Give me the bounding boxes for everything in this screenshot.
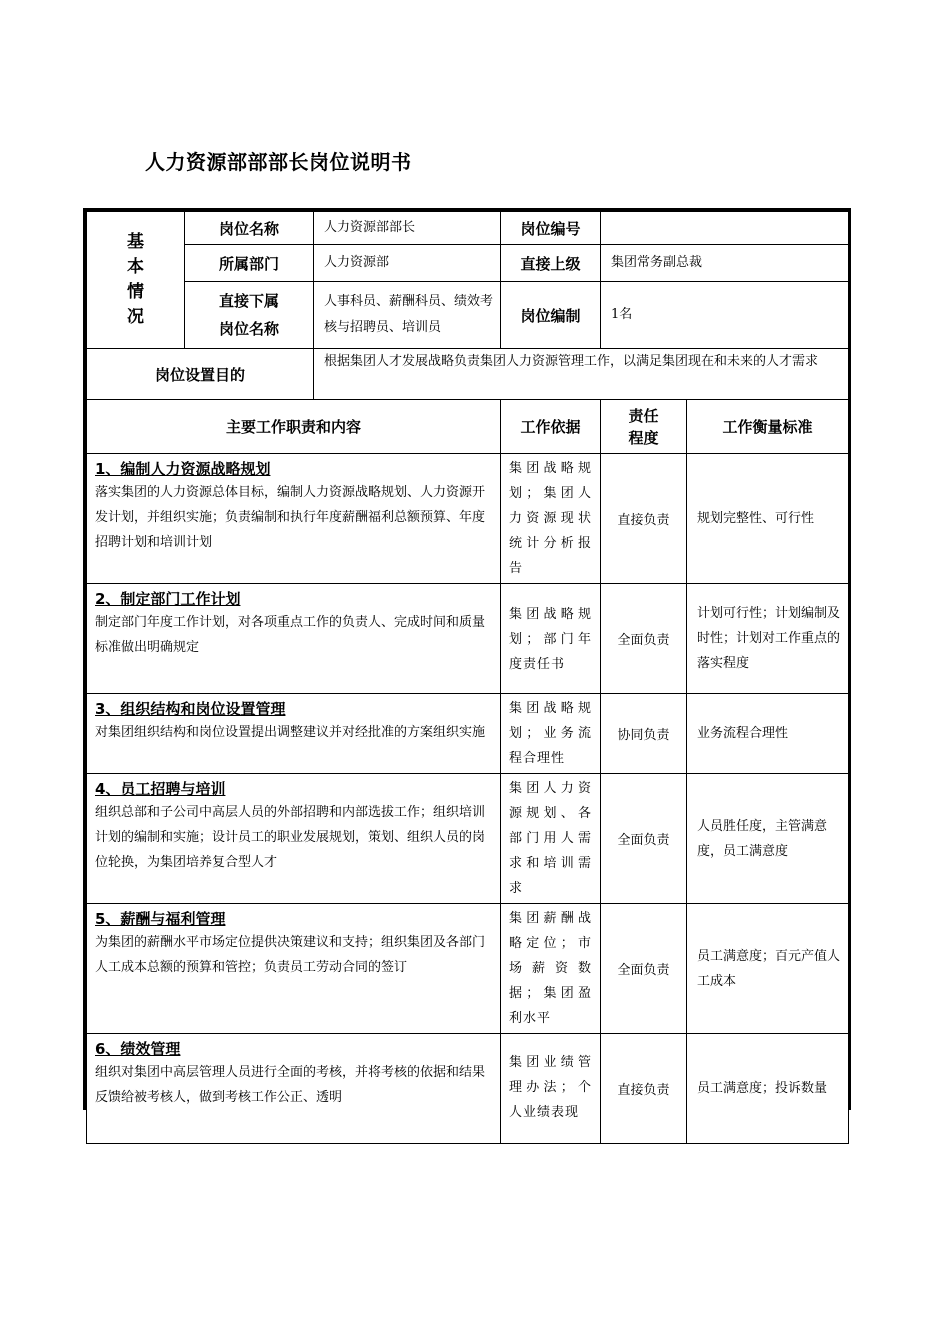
basic-section-label: 基 本 情 况 — [87, 212, 185, 349]
duty-level: 全面负责 — [601, 904, 687, 1034]
duty-content — [87, 694, 501, 774]
duty-row — [87, 904, 849, 1034]
duty-row — [87, 1034, 849, 1144]
duty-basis: 集团战略规划；部门年度责任书 — [501, 584, 601, 694]
purpose-label: 岗位设置目的 — [87, 349, 314, 400]
direct-superior-value: 集团常务副总裁 — [601, 245, 849, 282]
duty-description: 落实集团的人力资源总体目标，编制人力资源战略规划、人力资源开发计划，并组织实施；负责编制和执行年度薪酬福利总额预算、年度招聘计划和培训计划 — [95, 485, 486, 550]
duty-basis: 集团薪酬战略定位；市场薪资数据；集团盈利水平 — [501, 904, 601, 1034]
duty-level: 直接负责 — [601, 454, 687, 584]
duty-level: 直接负责 — [601, 1034, 687, 1144]
duty-level: 全面负责 — [601, 584, 687, 694]
duty-description: 对集团组织结构和岗位设置提出调整建议并对经批准的方案组织实施 — [95, 725, 486, 740]
duty-content — [87, 774, 501, 904]
duty-standard: 员工满意度；百元产值人工成本 — [687, 904, 849, 1034]
duty-title: 1、编制人力资源战略规划 — [95, 460, 271, 478]
purpose-text: 根据集团人才发展战略负责集团人力资源管理工作，以满足集团现在和未来的人才需求 — [314, 349, 849, 400]
basic-row-3 — [87, 282, 849, 349]
duties-level-header: 责任 程度 — [601, 400, 687, 454]
position-name-label: 岗位名称 — [185, 212, 314, 245]
duty-level: 全面负责 — [601, 774, 687, 904]
duty-level: 协同负责 — [601, 694, 687, 774]
position-code-label: 岗位编号 — [501, 212, 601, 245]
duty-content — [87, 454, 501, 584]
duty-basis: 集团战略规划；业务流程合理性 — [501, 694, 601, 774]
duty-standard: 计划可行性；计划编制及时性；计划对工作重点的落实程度 — [687, 584, 849, 694]
position-name-value: 人力资源部部长 — [314, 212, 501, 245]
duty-standard: 员工满意度；投诉数量 — [687, 1034, 849, 1144]
duty-title: 5、薪酬与福利管理 — [95, 910, 226, 928]
basic-row-2 — [87, 245, 849, 282]
duty-description: 为集团的薪酬水平市场定位提供决策建议和支持；组织集团及各部门人工成本总额的预算和管控；负责员工劳动合同的签订 — [95, 935, 486, 975]
duty-content — [87, 584, 501, 694]
duty-row — [87, 774, 849, 904]
subordinates-label: 直接下属 岗位名称 — [185, 282, 314, 349]
duty-row — [87, 584, 849, 694]
duty-standard: 规划完整性、可行性 — [687, 454, 849, 584]
duty-basis: 集团战略规划；集团人力资源现状统计分析报告 — [501, 454, 601, 584]
duty-basis: 集团人力资源规划、各部门用人需求和培训需求 — [501, 774, 601, 904]
duty-content — [87, 1034, 501, 1144]
duties-content-header: 主要工作职责和内容 — [87, 400, 501, 454]
department-value: 人力资源部 — [314, 245, 501, 282]
duty-title: 6、绩效管理 — [95, 1040, 181, 1058]
duty-description: 制定部门年度工作计划，对各项重点工作的负责人、完成时间和质量标准做出明确规定 — [95, 615, 486, 655]
basic-row-1 — [87, 212, 849, 245]
duty-description: 组织对集团中高层管理人员进行全面的考核，并将考核的依据和结果反馈给被考核人，做到考核工作公正、透明 — [95, 1065, 486, 1105]
headcount-value: 1名 — [601, 282, 849, 349]
department-label: 所属部门 — [185, 245, 314, 282]
duty-content — [87, 904, 501, 1034]
duty-row — [87, 454, 849, 584]
page-title: 人力资源部部部长岗位说明书 — [145, 150, 412, 174]
duty-basis: 集团业绩管理办法；个人业绩表现 — [501, 1034, 601, 1144]
duties-basis-header: 工作依据 — [501, 400, 601, 454]
duties-header-row — [87, 400, 849, 454]
purpose-row — [87, 349, 849, 400]
duty-description: 组织总部和子公司中高层人员的外部招聘和内部选拔工作；组织培训计划的编制和实施；设计员工的职业发展规划，策划、组织人员的岗位轮换，为集团培养复合型人才 — [95, 805, 486, 870]
duty-standard: 人员胜任度，主管满意度，员工满意度 — [687, 774, 849, 904]
direct-superior-label: 直接上级 — [501, 245, 601, 282]
duty-row — [87, 694, 849, 774]
job-description-table — [86, 211, 849, 1144]
position-code-value — [601, 212, 849, 245]
duty-title: 2、制定部门工作计划 — [95, 590, 241, 608]
headcount-label: 岗位编制 — [501, 282, 601, 349]
subordinates-value: 人事科员、薪酬科员、绩效考核与招聘员、培训员 — [314, 282, 501, 349]
duty-title: 3、组织结构和岗位设置管理 — [95, 700, 286, 718]
duty-title: 4、员工招聘与培训 — [95, 780, 226, 798]
duty-standard: 业务流程合理性 — [687, 694, 849, 774]
duties-standard-header: 工作衡量标准 — [687, 400, 849, 454]
